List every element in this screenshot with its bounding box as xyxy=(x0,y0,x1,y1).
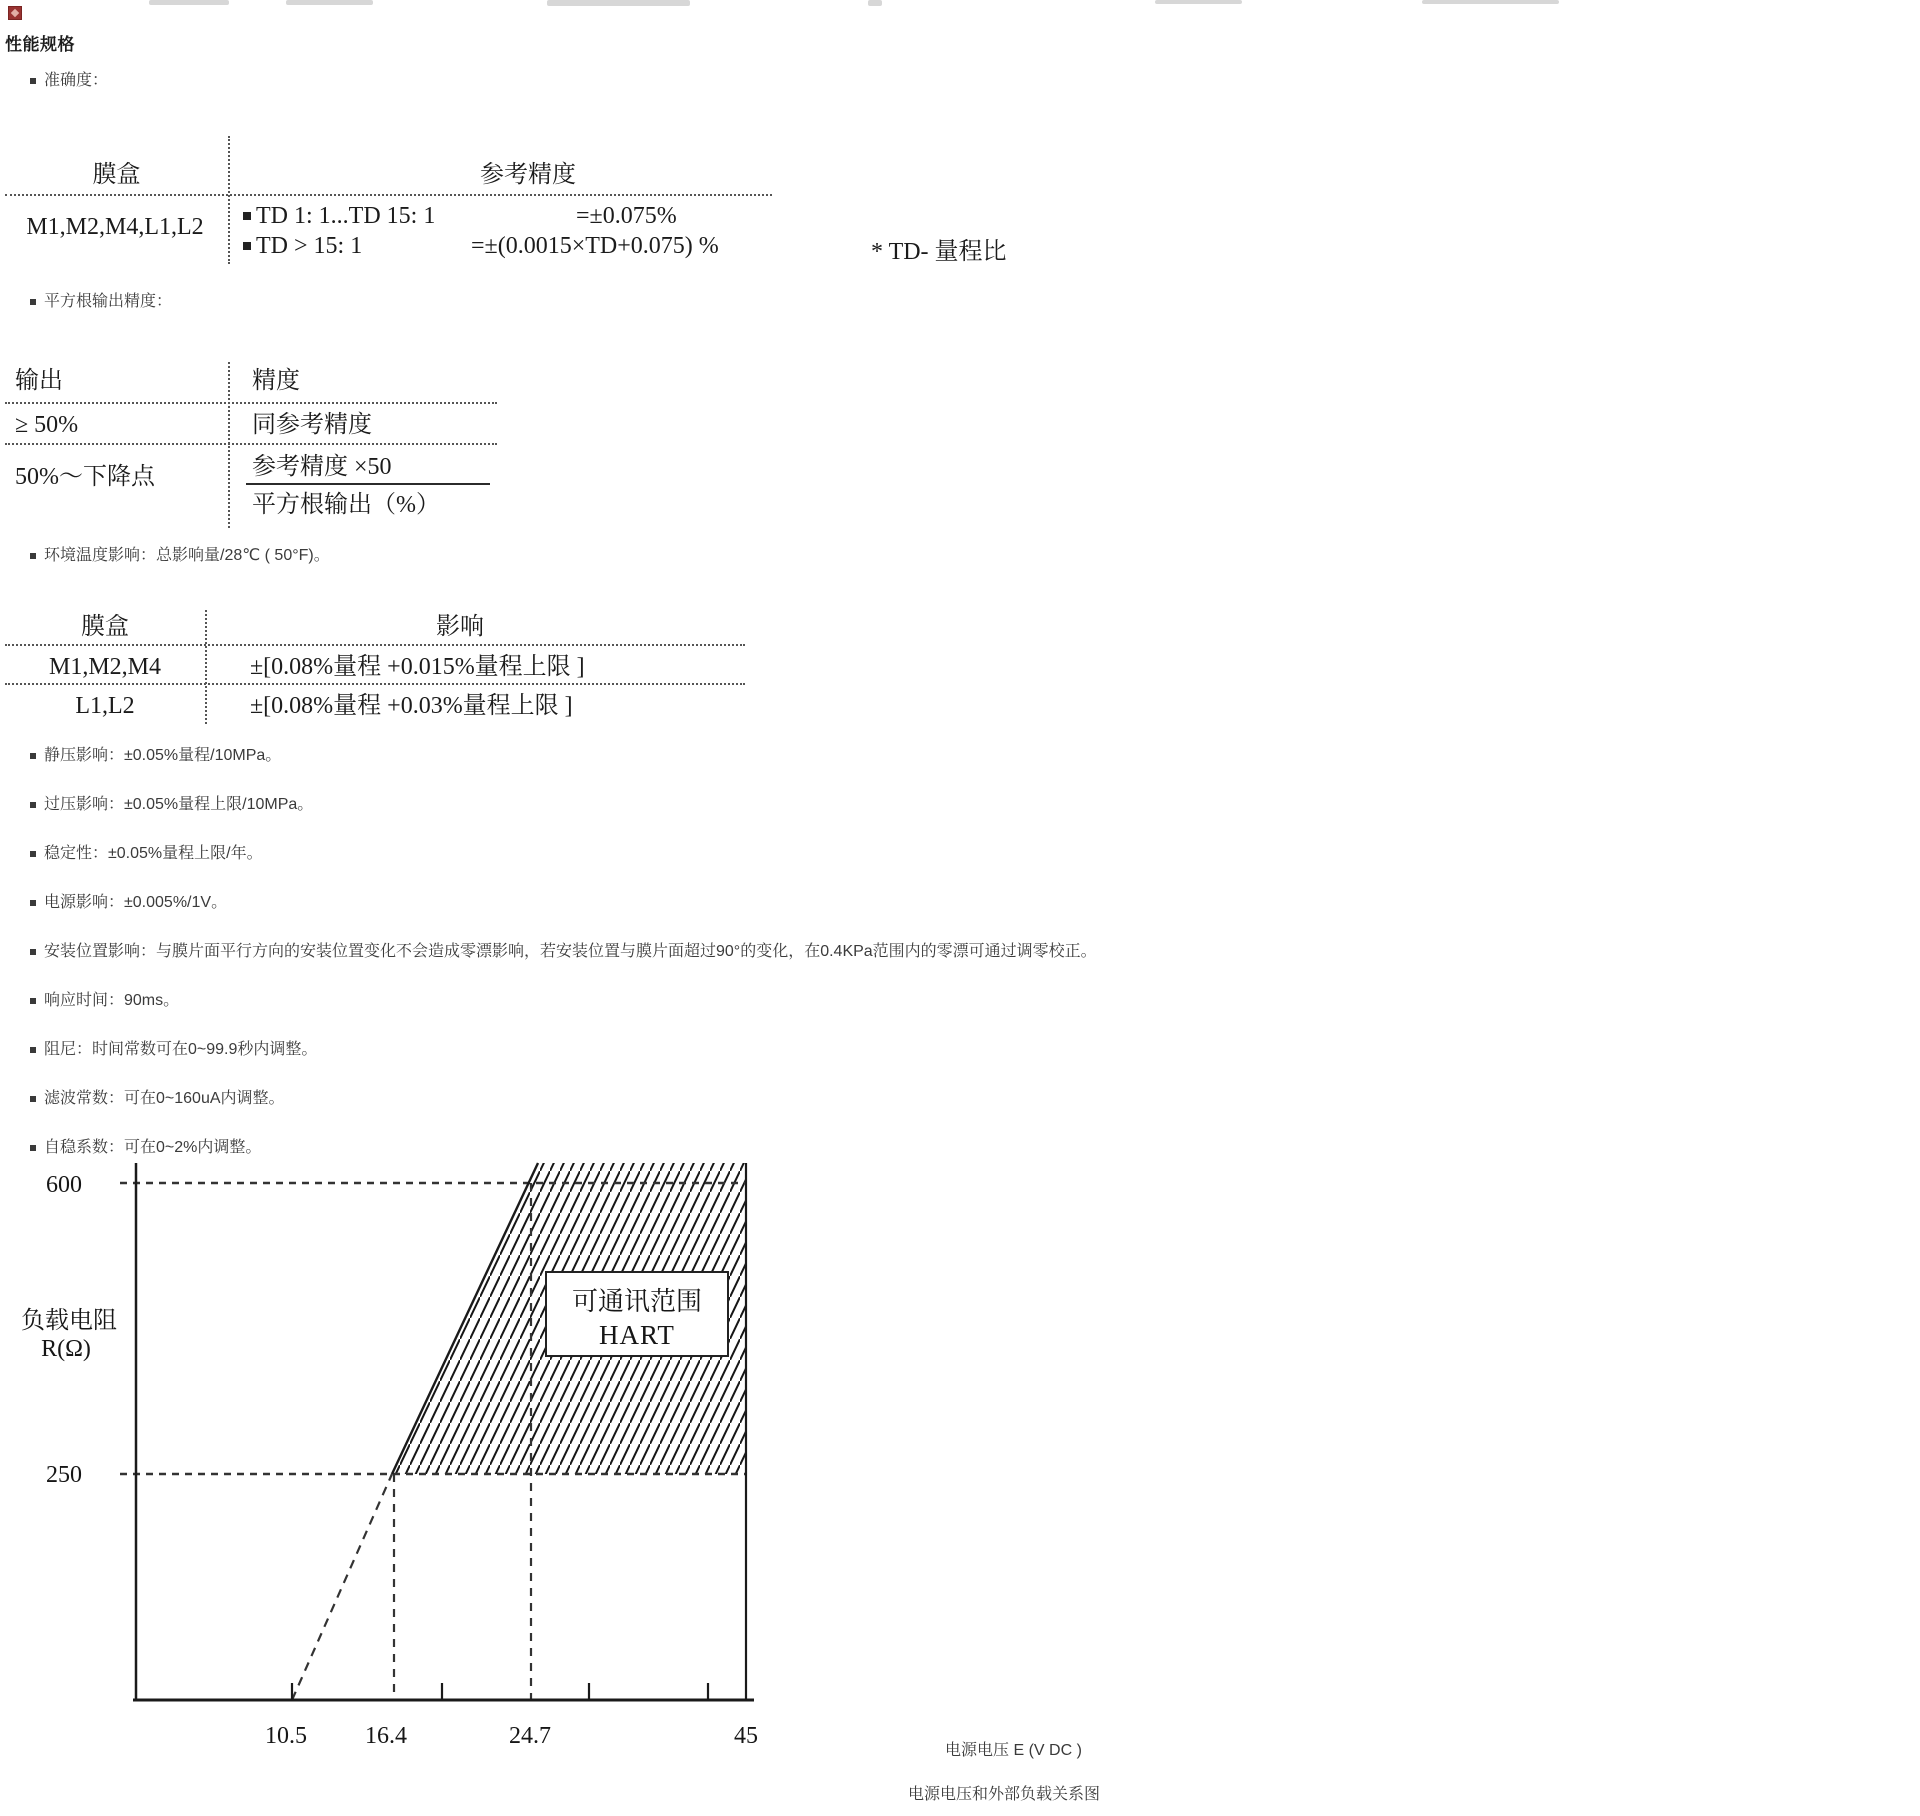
bullet-response-time xyxy=(30,990,179,1012)
table2-row1-output: ≥ 50% xyxy=(15,412,79,438)
table3-row2-capsule: L1,L2 xyxy=(75,693,135,719)
x-tick-label-24.7: 24.7 xyxy=(509,1723,551,1749)
table1-row2-condition: TD > 15: 1 xyxy=(256,233,363,259)
bullet-accuracy xyxy=(30,70,108,92)
bullet-overpressure xyxy=(30,794,313,816)
bullet-stability xyxy=(30,843,263,865)
table3-row1-capsule: M1,M2,M4 xyxy=(48,654,162,680)
bullet-text: 阻尼：时间常数可在0~99.9秒内调整。 xyxy=(44,1041,318,1058)
cropped-text-remnant xyxy=(868,0,882,6)
chart-title-caption: 电源电压和外部负载关系图 xyxy=(908,1786,1101,1803)
bullet-text: 自稳系数：可在0~2%内调整。 xyxy=(44,1139,262,1156)
page-title: 性能规格 xyxy=(5,35,75,54)
bullet-power-supply-effect xyxy=(30,892,227,914)
load-line-dashed xyxy=(292,1474,392,1700)
y-tick-label-250: 250 xyxy=(46,1462,82,1488)
square-bullet-icon xyxy=(30,851,36,857)
table1-row1-condition: TD 1: 1...TD 15: 1 xyxy=(256,203,436,229)
bullet-accuracy-label: 准确度： xyxy=(44,72,109,89)
table1-header-accuracy: 参考精度 xyxy=(480,162,576,188)
table3-header-divider xyxy=(5,644,745,646)
table3-row1-effect: ±[0.08%量程 +0.015%量程上限 ] xyxy=(250,654,585,680)
turndown-note: * TD- 量程比 xyxy=(871,239,1007,265)
cropped-text-remnant xyxy=(149,0,229,5)
table2-header-divider xyxy=(5,402,497,404)
table1-header-capsule: 膜盒 xyxy=(92,162,141,188)
x-tick-label-45: 45 xyxy=(734,1723,758,1749)
bullet-text: 响应时间：90ms。 xyxy=(44,992,180,1009)
bullet-text: 过压影响：±0.05%量程上限/10MPa。 xyxy=(44,796,314,813)
square-bullet-icon xyxy=(30,900,36,906)
bullet-filter-constant xyxy=(30,1088,285,1110)
table2-row2-output: 50%～下降点 xyxy=(15,464,155,490)
table3-column-divider xyxy=(205,610,207,724)
bullet-text: 滤波常数：可在0~160uA内调整。 xyxy=(44,1090,285,1107)
square-bullet-icon xyxy=(243,242,251,250)
y-axis-label-line1: 负载电阻 xyxy=(21,1308,117,1334)
table2-row1-accuracy: 同参考精度 xyxy=(252,412,372,438)
supply-voltage-load-chart xyxy=(0,1150,800,1750)
cropped-text-remnant xyxy=(547,0,690,6)
table2-column-divider xyxy=(228,362,230,528)
bullet-sqrt-output-label: 平方根输出精度： xyxy=(44,293,173,310)
table3-header-effect: 影响 xyxy=(436,614,484,640)
square-bullet-icon xyxy=(30,299,36,305)
table2-header-accuracy: 精度 xyxy=(252,368,300,394)
bullet-text: 电源影响：±0.005%/1V。 xyxy=(44,894,228,911)
square-bullet-icon xyxy=(30,753,36,759)
square-bullet-icon xyxy=(30,949,36,955)
square-bullet-icon xyxy=(30,998,36,1004)
square-bullet-icon xyxy=(30,802,36,808)
cropped-text-remnant xyxy=(1422,0,1559,4)
hart-label-line2: HART xyxy=(599,1320,675,1350)
square-bullet-icon xyxy=(30,78,36,84)
square-bullet-icon xyxy=(30,553,36,559)
square-bullet-icon xyxy=(30,1047,36,1053)
cropped-text-remnant xyxy=(286,0,373,5)
table1-column-divider xyxy=(228,136,230,264)
image-placeholder-icon xyxy=(8,6,22,20)
bullet-temperature-effect xyxy=(30,545,330,567)
chart-x-axis-caption: 电源电压 E (V DC ) xyxy=(945,1742,1082,1759)
table1-row2-value: =±(0.0015×TD+0.075) % xyxy=(471,233,719,259)
x-tick-label-10.5: 10.5 xyxy=(265,1723,307,1749)
fraction-bar xyxy=(246,483,490,485)
bullet-text: 静压影响：±0.05%量程/10MPa。 xyxy=(44,747,282,764)
table1-cell-capsules: M1,M2,M4,L1,L2 xyxy=(26,214,204,240)
square-bullet-icon xyxy=(30,1096,36,1102)
hart-label-line1: 可通讯范围 xyxy=(571,1287,703,1316)
y-tick-label-600: 600 xyxy=(46,1172,82,1198)
bullet-damping xyxy=(30,1039,317,1061)
table3-header-capsule: 膜盒 xyxy=(81,614,129,640)
cropped-text-remnant xyxy=(1155,0,1242,4)
bullet-temperature-effect-label: 环境温度影响：总影响量/28℃ ( 50°F)。 xyxy=(44,547,330,564)
table3-row-divider xyxy=(5,683,745,685)
table3-row2-effect: ±[0.08%量程 +0.03%量程上限 ] xyxy=(250,693,573,719)
table1-header-divider xyxy=(5,194,772,196)
table2-row2-fraction-denominator: 平方根输出（%） xyxy=(252,492,440,518)
x-tick-label-16.4: 16.4 xyxy=(365,1723,407,1749)
square-bullet-icon xyxy=(243,212,251,220)
bullet-mounting-position xyxy=(30,941,1097,963)
table1-row1-value: =±0.075% xyxy=(576,203,677,229)
bullet-text: 安装位置影响：与膜片面平行方向的安装位置变化不会造成零漂影响，若安装位置与膜片面超过90°的变化，在0.4KPa范围内的零漂可通过调零校正。 xyxy=(44,943,1097,960)
bullet-sqrt-output xyxy=(30,291,172,313)
y-axis-label-line2: R(Ω) xyxy=(41,1336,91,1362)
table2-row-divider xyxy=(5,443,497,445)
bullet-static-pressure xyxy=(30,745,281,767)
table2-row2-fraction-numerator: 参考精度 ×50 xyxy=(252,454,392,480)
table2-header-output: 输出 xyxy=(15,368,63,394)
bullet-text: 稳定性：±0.05%量程上限/年。 xyxy=(44,845,263,862)
